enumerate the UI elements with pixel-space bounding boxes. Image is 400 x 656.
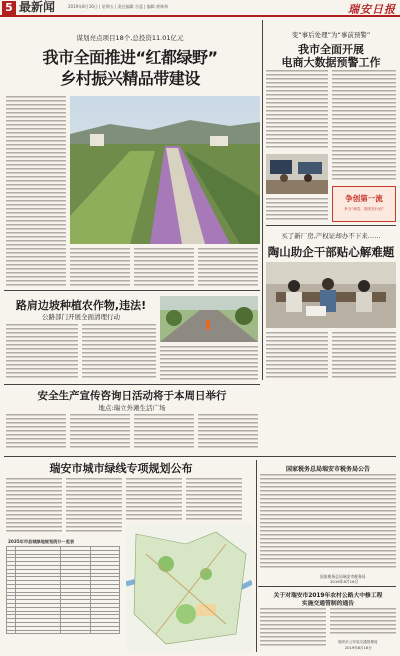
road-photo [160, 296, 258, 342]
divider [4, 290, 260, 291]
office-photo-image [266, 154, 328, 194]
lead-headline-2: 乡村振兴精品带建设 [60, 69, 200, 88]
column-divider [256, 460, 257, 652]
paper-logo: 瑞安日报 [348, 3, 396, 16]
road-notice-body-1 [260, 608, 326, 648]
enterprise-body-2 [332, 332, 396, 380]
table-row [7, 630, 120, 634]
roadside-photo-image [160, 296, 258, 342]
lead-photo [70, 96, 260, 244]
lead-kicker: 谋划亮点项目18个,总投资11.01亿元 [76, 34, 184, 42]
safety-body-1 [6, 414, 66, 450]
safety-body-3 [134, 414, 194, 450]
road-notice-title-1: 关于对瑞安市2019年农村公路大中修工程 [273, 593, 383, 599]
masthead [0, 0, 400, 17]
section-title: 最新闻 [19, 0, 56, 14]
greenline-table-caption: 2035年市县城绿地规划统计一览表 [8, 539, 75, 544]
greenline-body-1 [6, 478, 62, 534]
enterprise-photo [266, 262, 396, 328]
lead-body-col-4 [198, 248, 258, 286]
lead-body-col-1 [6, 96, 66, 286]
ecommerce-kicker: 变“事后处理”为“事前预警” [291, 31, 371, 39]
divider [4, 456, 396, 457]
road-body-2 [82, 324, 156, 380]
ecommerce-body-2 [332, 70, 396, 182]
safety-body-4 [198, 414, 258, 450]
greenline-table [6, 546, 120, 634]
lead-photo-image [70, 96, 260, 244]
ecommerce-headline-2: 电商大数据预警工作 [281, 56, 381, 69]
divider [266, 225, 396, 226]
lead-body-col-2 [70, 248, 130, 286]
divider [258, 586, 396, 587]
page-number: 5 [2, 1, 16, 15]
enterprise-body-1 [266, 332, 328, 380]
lead-body-col-3 [134, 248, 194, 286]
lead-headline-1: 我市全面推进“红都绿野” [42, 48, 218, 67]
greenline-body-3 [126, 478, 182, 520]
greenline-map [126, 524, 252, 652]
divider [4, 384, 260, 385]
meeting-photo-image [266, 262, 396, 328]
enterprise-headline: 陶山助企干部贴心解难题 [267, 245, 395, 259]
tax-notice-org: 国家税务总局瑞安市税务局 [320, 574, 366, 579]
greenline-body-2 [66, 478, 122, 534]
greenline-headline: 瑞安市城市绿线专项规划公布 [49, 462, 193, 475]
road-notice-org: 瑞安市公安局交通管理局 [338, 640, 378, 644]
road-notice-date: 2019年8月16日 [345, 646, 372, 650]
enterprise-kicker: 买了新厂房,产权证却办不下来…… [281, 232, 381, 240]
road-notice-body-2 [330, 608, 396, 636]
road-headline: 路肩边坡种植农作物,违法! [15, 299, 147, 312]
road-notice-title-2: 实施交通管制的通告 [301, 601, 355, 607]
campaign-badge-line-1: 争创第一流 [345, 194, 383, 203]
campaign-badge [332, 186, 396, 222]
greenline-body-4 [186, 478, 242, 520]
safety-subhead: 地点:瑞立外滩生活广场 [98, 404, 166, 412]
ecommerce-photo [266, 154, 328, 194]
road-subhead: 公路部门开展全面清理行动 [42, 313, 120, 321]
ecommerce-headline-1: 我市全面开展 [298, 43, 364, 56]
tax-notice-date: 2019年8月16日 [330, 579, 359, 584]
campaign-badge-line-2: 争当“演员、瑞安在行动” [344, 207, 384, 211]
road-body-1 [6, 324, 78, 380]
ecommerce-body-3 [266, 198, 328, 222]
ecommerce-body-1 [266, 70, 328, 150]
road-body-3 [160, 346, 258, 380]
tax-notice-body [260, 474, 396, 570]
safety-headline: 安全生产宣传咨询日活动将于本周日举行 [37, 390, 227, 402]
issue-info: 2019年8月16日 | 星期五 | 责任编辑 谷蓝 | 编辑 黄林和 [68, 4, 169, 9]
column-divider [262, 20, 263, 380]
safety-body-2 [70, 414, 130, 450]
city-map-image [126, 524, 252, 652]
tax-notice-title: 国家税务总局瑞安市税务局公告 [285, 466, 370, 473]
